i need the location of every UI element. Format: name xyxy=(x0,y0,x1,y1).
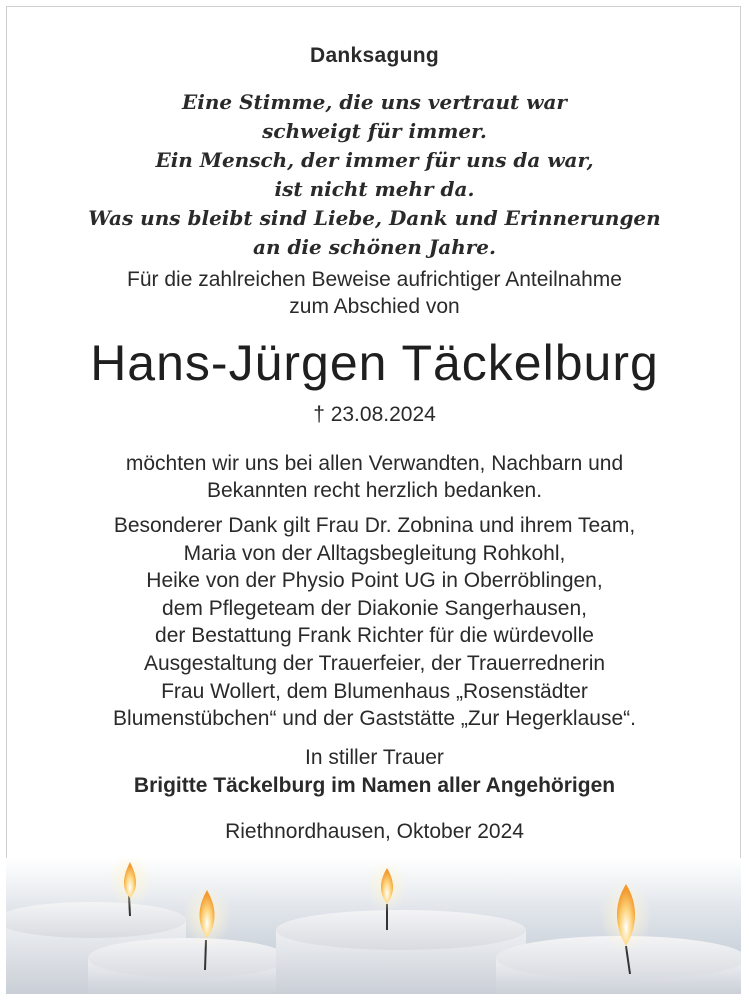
candles-image xyxy=(6,858,741,994)
signer: Brigitte Täckelburg im Namen aller Angehörigen xyxy=(133,774,616,797)
special-thanks-line: Heike von der Physio Point UG in Oberröblingen, xyxy=(146,569,603,593)
place-date: Riethnordhausen, Oktober 2024 xyxy=(225,820,524,843)
thanks-text xyxy=(0,450,749,504)
deceased-name: Hans-Jürgen Täckelburg xyxy=(90,335,659,391)
special-thanks xyxy=(0,512,749,733)
special-thanks-line: der Bestattung Frank Richter für die würdevolle xyxy=(155,624,594,648)
intro-line: zum Abschied von xyxy=(289,295,460,318)
intro-line: Für die zahlreichen Beweise aufrichtiger Anteilnahme xyxy=(127,268,622,291)
poem-line: an die schönen Jahre. xyxy=(252,235,496,259)
poem-line: Eine Stimme, die uns vertraut war xyxy=(182,90,567,114)
thanks-line: Bekannten recht herzlich bedanken. xyxy=(206,479,543,502)
thanks-line: möchten wir uns bei allen Verwandten, Nachbarn und xyxy=(125,452,624,475)
poem xyxy=(0,88,749,262)
mourning-line: In stiller Trauer xyxy=(305,746,444,769)
intro-text xyxy=(0,266,749,320)
poem-line: Ein Mensch, der immer für uns da war, xyxy=(155,148,594,172)
special-thanks-line: Maria von der Alltagsbegleitung Rohkohl, xyxy=(183,541,566,565)
poem-line: Was uns bleibt sind Liebe, Dank und Erinnerungen xyxy=(88,206,661,230)
special-thanks-line: Blumenstübchen“ und der Gaststätte „Zur Hegerklause“. xyxy=(113,707,636,731)
heading: Danksagung xyxy=(309,44,440,67)
closing xyxy=(0,744,749,800)
poem-line: schweigt für immer. xyxy=(262,119,487,143)
special-thanks-line: Besonderer Dank gilt Frau Dr. Zobnina und ihrem Team, xyxy=(113,514,636,537)
special-thanks-line: Frau Wollert, dem Blumenhaus „Rosenstädter xyxy=(161,679,588,703)
death-date: † 23.08.2024 xyxy=(313,403,436,426)
poem-line: ist nicht mehr da. xyxy=(274,177,475,201)
special-thanks-line: dem Pflegeteam der Diakonie Sangerhausen, xyxy=(162,596,587,620)
special-thanks-line: Ausgestaltung der Trauerfeier, der Trauerrednerin xyxy=(143,651,606,675)
